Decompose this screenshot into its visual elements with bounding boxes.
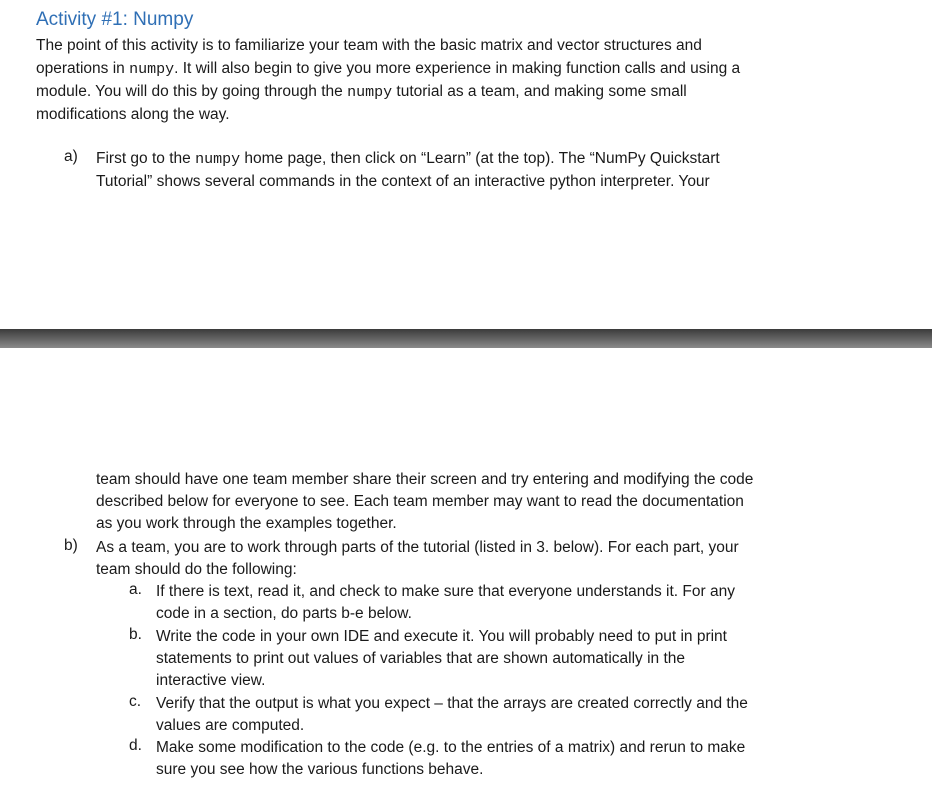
item-b-line-2: team should do the following: — [96, 561, 297, 578]
section-title: Activity #1: Numpy — [36, 9, 194, 30]
item-a-line-1: First go to the numpy home page, then click on “Learn” (at the top). The “NumPy Quickstart — [96, 150, 720, 168]
intro-line-4: modifications along the way. — [36, 106, 230, 123]
item-a-line-4: described below for everyone to see. Each team member may want to read the documentation — [96, 493, 744, 510]
sub-marker-c: c. — [129, 693, 142, 710]
list-marker-a: a) — [64, 148, 78, 165]
item-a-line-5: as you work through the examples together. — [96, 515, 397, 532]
intro-line-2: operations in numpy. It will also begin to give you more experience in making function calls and using a — [36, 60, 741, 78]
item-b-line-1: As a team, you are to work through parts of the tutorial (listed in 3. below). For each part, your — [96, 539, 739, 556]
sub-b-line-2: statements to print out values of variables that are shown automatically in the — [156, 650, 686, 667]
sub-a-line-2: code in a section, do parts b-e below. — [156, 605, 412, 622]
item-a-line-2: Tutorial” shows several commands in the context of an interactive python interpreter. Your — [96, 173, 710, 190]
code-numpy: numpy — [347, 84, 393, 101]
list-marker-b: b) — [64, 537, 78, 554]
sub-marker-a: a. — [129, 581, 142, 598]
sub-b-line-1: Write the code in your own IDE and execute it. You will probably need to put in print — [156, 628, 727, 645]
sub-marker-d: d. — [129, 737, 142, 754]
sub-c-line-2: values are computed. — [156, 717, 305, 734]
intro-line-3: module. You will do this by going through the numpy tutorial as a team, and making some small — [36, 83, 687, 101]
sub-marker-b: b. — [129, 626, 142, 643]
sub-b-line-3: interactive view. — [156, 672, 266, 689]
code-numpy: numpy — [195, 151, 241, 168]
sub-a-line-1: If there is text, read it, and check to make sure that everyone understands it. For any — [156, 583, 735, 600]
code-numpy: numpy — [129, 61, 175, 78]
item-a-line-3: team should have one team member share their screen and try entering and modifying the code — [96, 471, 754, 488]
sub-d-line-2: sure you see how the various functions behave. — [156, 761, 484, 778]
intro-line-1: The point of this activity is to familiarize your team with the basic matrix and vector structures and — [36, 37, 702, 54]
page-break-band — [0, 329, 932, 348]
sub-d-line-1: Make some modification to the code (e.g. to the entries of a matrix) and rerun to make — [156, 739, 746, 756]
sub-c-line-1: Verify that the output is what you expect – that the arrays are created correctly and the — [156, 695, 748, 712]
